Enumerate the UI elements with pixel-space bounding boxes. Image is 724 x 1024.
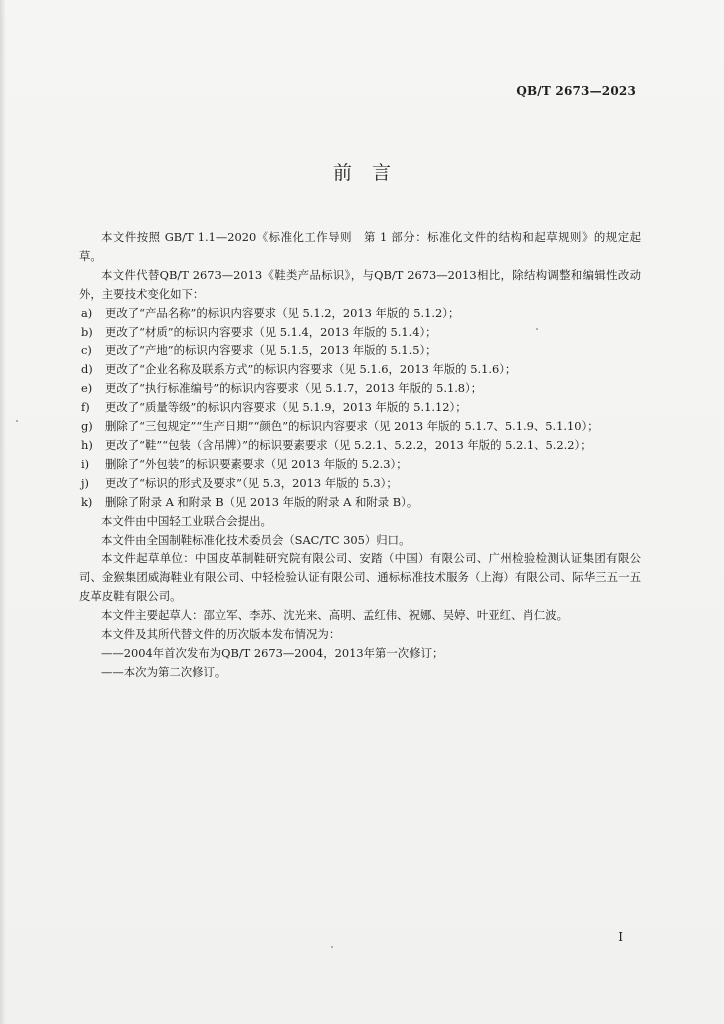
- list-item: [79, 341, 641, 360]
- list-item-text: 更改了“标识的形式及要求”（见 5.3，2013 年版的 5.3）；: [105, 475, 398, 490]
- changes-list: [79, 304, 641, 512]
- list-item-text: 更改了“鞋”“包装（含吊牌）”的标识要素要求（见 5.2.1、5.2.2，2013 年版的 5.2.1、5.2.2）；: [105, 437, 592, 452]
- list-marker: b): [81, 324, 93, 339]
- list-item-text: 更改了“材质”的标识内容要求（见 5.1.4，2013 年版的 5.1.4）；: [105, 324, 437, 339]
- page-number: I: [618, 930, 623, 944]
- list-item-text: 删除了“三包规定”“生产日期”“颜色”的标识内容要求（见 2013 年版的 5.1.7、5.1.9、5.1.10）；: [105, 419, 599, 434]
- list-item: [79, 493, 641, 512]
- list-item-text: 更改了“产地”的标识内容要求（见 5.1.5，2013 年版的 5.1.5）；: [105, 343, 437, 358]
- history-item: ——2004年首次发布为QB/T 2673—2004，2013年第一次修订；: [101, 645, 444, 660]
- list-item: [79, 304, 641, 323]
- list-item: [79, 323, 641, 342]
- list-marker: i): [81, 456, 90, 471]
- list-item: [79, 379, 641, 398]
- list-marker: a): [81, 305, 93, 320]
- list-marker: f): [81, 400, 90, 415]
- list-marker: j): [81, 475, 89, 490]
- list-item-text: 删除了“外包装”的标识要素要求（见 2013 年版的 5.2.3）；: [105, 456, 408, 471]
- page-title: 前言: [332, 162, 411, 184]
- paragraph-proposer: 本文件由中国轻工业联合会提出。: [101, 513, 272, 528]
- paragraph-replacement: 本文件代替QB/T 2673—2013《鞋类产品标识》，与QB/T 2673—2013相比，除结构调整和编辑性改动外，主要技术变化如下：: [79, 267, 641, 301]
- list-item-text: 更改了“质量等级”的标识内容要求（见 5.1.9，2013 年版的 5.1.12）；: [105, 400, 467, 415]
- list-marker: e): [81, 381, 93, 396]
- list-item-text: 删除了附录 A 和附录 B（见 2013 年版的附录 A 和附录 B）。: [105, 494, 419, 509]
- scan-speck: [16, 420, 18, 422]
- paragraph-history-intro: 本文件及其所代替文件的历次版本发布情况为：: [101, 627, 341, 642]
- list-marker: c): [81, 343, 92, 358]
- list-item-text: 更改了“企业名称及联系方式”的标识内容要求（见 5.1.6，2013 年版的 5.1.6）；: [105, 362, 517, 377]
- list-marker: g): [81, 419, 93, 434]
- list-item: [79, 455, 641, 474]
- list-item: [79, 417, 641, 436]
- paragraph-drafting-units: 本文件起草单位：中国皮革制鞋研究院有限公司、安踏（中国）有限公司、广州检验检测认证集团有限公司、金猴集团威海鞋业有限公司、中轻检验认证有限公司、通标标准技术服务（上海）有限公司、际华三五一五皮革皮鞋有限公司。: [79, 551, 641, 604]
- list-item-text: 更改了“执行标准编号”的标识内容要求（见 5.1.7，2013 年版的 5.1.8）；: [105, 381, 483, 396]
- scan-speck: [331, 946, 333, 948]
- list-item: [79, 474, 641, 493]
- list-marker: d): [81, 362, 93, 377]
- paragraph-drafting-rules: 本文件按照 GB/T 1.1—2020《标准化工作导则 第 1 部分：标准化文件的结构和起草规则》的规定起草。: [79, 230, 641, 263]
- scan-edge-shadow: [0, 0, 6, 1024]
- scan-speck: [536, 328, 538, 330]
- list-item-text: 更改了“产品名称”的标识内容要求（见 5.1.2，2013 年版的 5.1.2）；: [105, 305, 460, 320]
- paragraph-committee: 本文件由全国制鞋标准化技术委员会（SAC/TC 305）归口。: [101, 532, 411, 547]
- foreword-body: [79, 228, 641, 682]
- list-marker: h): [81, 437, 93, 452]
- list-item: [79, 436, 641, 455]
- paragraph-drafters: 本文件主要起草人：邵立军、李苏、沈光来、高明、孟红伟、祝娜、吴婷、叶亚红、肖仁波。: [101, 608, 569, 623]
- list-item: [79, 360, 641, 379]
- list-marker: k): [81, 494, 93, 509]
- history-item: ——本次为第二次修订。: [101, 664, 227, 679]
- standard-number: QB/T 2673—2023: [516, 84, 636, 98]
- list-item: [79, 398, 641, 417]
